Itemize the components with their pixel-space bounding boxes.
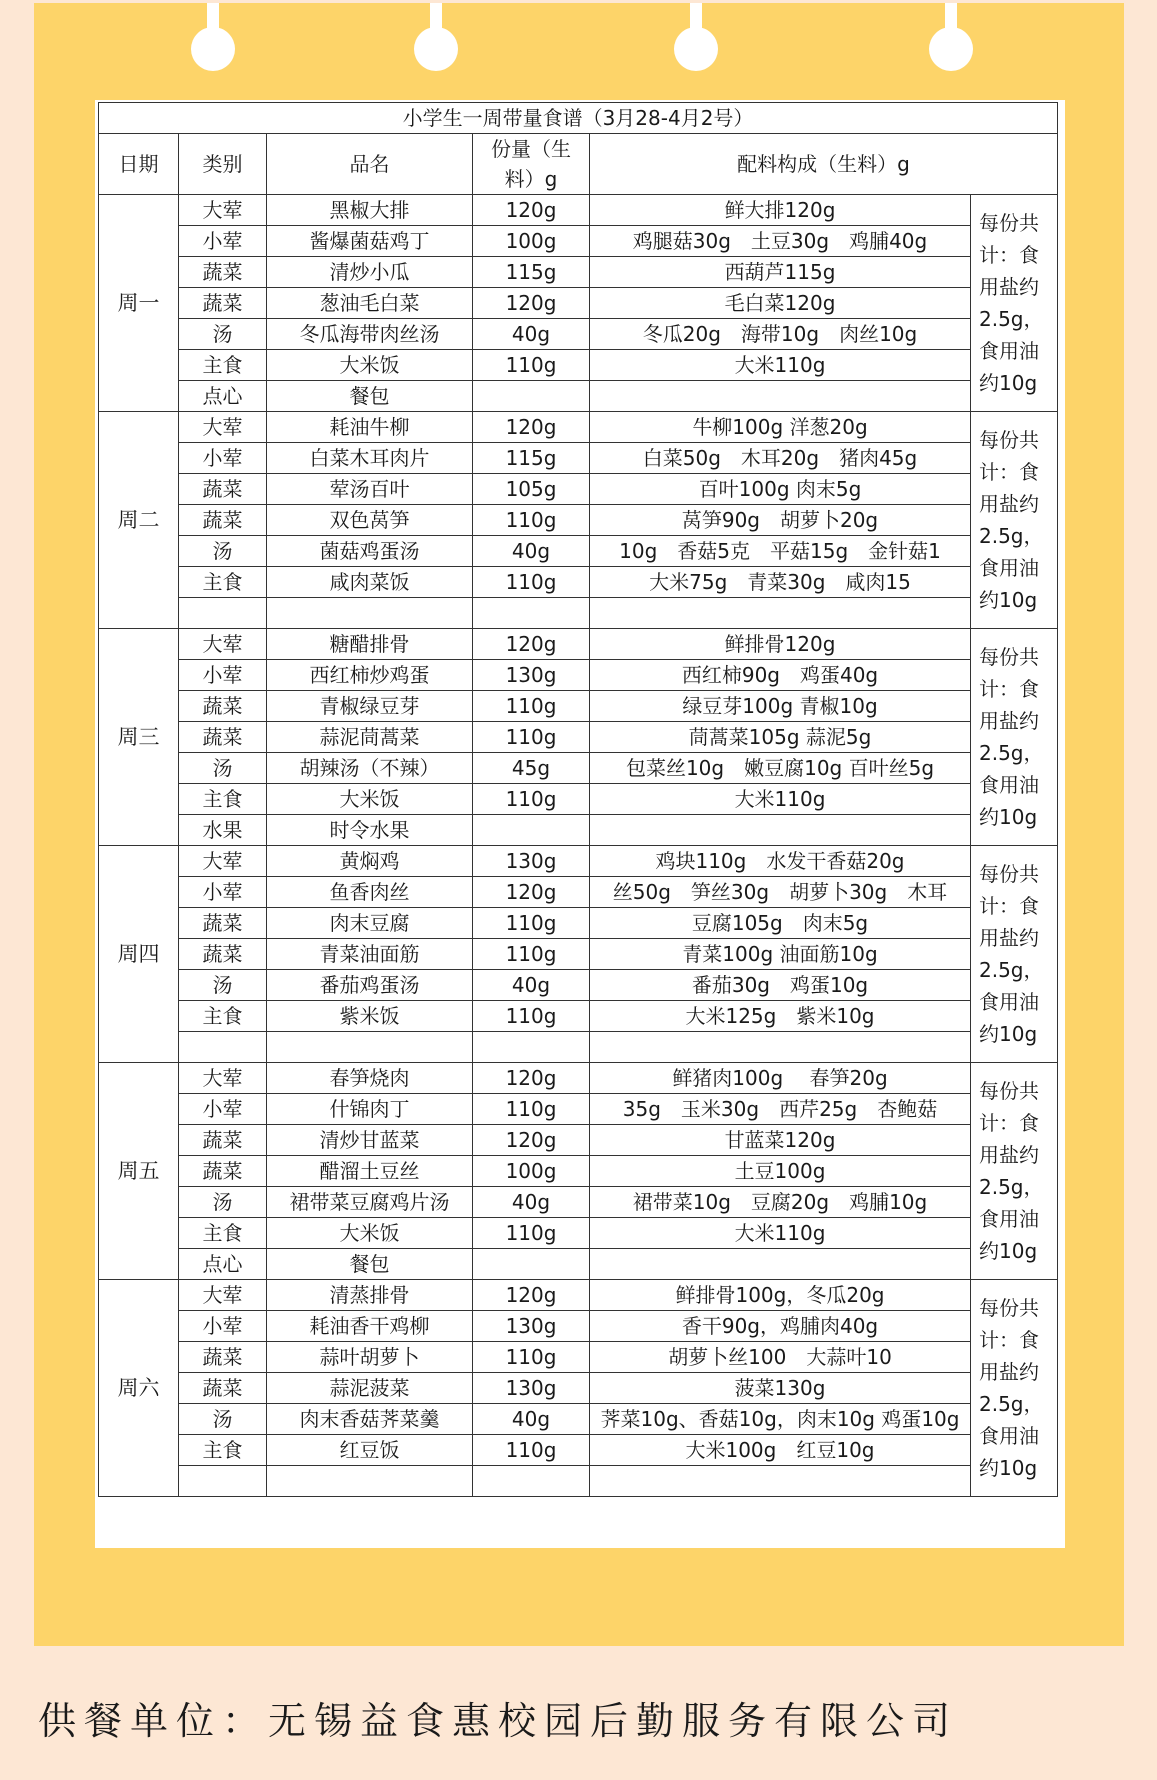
table-row <box>99 1187 1058 1218</box>
ingredients-cell <box>590 815 971 846</box>
ingredients-cell: 裙带菜10g 豆腐20g 鸡脯10g <box>590 1187 971 1218</box>
portion-cell: 110g <box>473 350 590 381</box>
portion-cell: 105g <box>473 474 590 505</box>
dish-cell: 蒜泥茼蒿菜 <box>267 722 473 753</box>
category-cell: 大荤 <box>179 195 267 226</box>
table-row <box>99 629 1058 660</box>
category-cell: 蔬菜 <box>179 939 267 970</box>
day-cell: 周一 <box>99 195 179 412</box>
header-portion: 份量（生料）g <box>473 134 590 195</box>
dish-cell: 双色莴笋 <box>267 505 473 536</box>
ingredients-cell: 番茄30g 鸡蛋10g <box>590 970 971 1001</box>
category-cell: 蔬菜 <box>179 505 267 536</box>
table-row <box>99 1125 1058 1156</box>
category-cell: 汤 <box>179 536 267 567</box>
category-cell: 蔬菜 <box>179 908 267 939</box>
table-row <box>99 1156 1058 1187</box>
day-cell: 周二 <box>99 412 179 629</box>
ingredients-cell: 土豆100g <box>590 1156 971 1187</box>
binder-ring-icon <box>674 3 718 71</box>
dish-cell: 餐包 <box>267 1249 473 1280</box>
dish-cell: 醋溜土豆丝 <box>267 1156 473 1187</box>
category-cell: 蔬菜 <box>179 722 267 753</box>
category-cell: 蔬菜 <box>179 474 267 505</box>
dish-cell: 红豆饭 <box>267 1435 473 1466</box>
dish-cell: 肉末豆腐 <box>267 908 473 939</box>
category-cell: 汤 <box>179 753 267 784</box>
category-cell <box>179 598 267 629</box>
dish-cell: 紫米饭 <box>267 1001 473 1032</box>
dish-cell: 清炒甘蓝菜 <box>267 1125 473 1156</box>
portion-cell: 120g <box>473 412 590 443</box>
portion-cell: 130g <box>473 1373 590 1404</box>
dish-cell: 耗油香干鸡柳 <box>267 1311 473 1342</box>
table-row <box>99 412 1058 443</box>
portion-cell: 120g <box>473 288 590 319</box>
ingredients-cell: 牛柳100g 洋葱20g <box>590 412 971 443</box>
portion-cell: 110g <box>473 1435 590 1466</box>
dish-cell: 冬瓜海带肉丝汤 <box>267 319 473 350</box>
table-row <box>99 815 1058 846</box>
dish-cell <box>267 1032 473 1063</box>
category-cell: 蔬菜 <box>179 257 267 288</box>
portion-cell: 120g <box>473 1125 590 1156</box>
table-row <box>99 1404 1058 1435</box>
portion-cell: 110g <box>473 567 590 598</box>
weekly-menu-table <box>98 102 1058 1497</box>
portion-cell: 40g <box>473 536 590 567</box>
table-row <box>99 536 1058 567</box>
dish-cell: 清炒小瓜 <box>267 257 473 288</box>
nutrition-note: 每份共计：食用盐约2.5g，食用油约10g <box>971 412 1058 629</box>
ingredients-cell <box>590 1249 971 1280</box>
ingredients-cell: 鸡块110g 水发干香菇20g <box>590 846 971 877</box>
category-cell: 小荤 <box>179 1094 267 1125</box>
dish-cell: 大米饭 <box>267 1218 473 1249</box>
category-cell: 小荤 <box>179 660 267 691</box>
table-row <box>99 1373 1058 1404</box>
dish-cell <box>267 598 473 629</box>
portion-cell: 120g <box>473 1280 590 1311</box>
category-cell: 蔬菜 <box>179 288 267 319</box>
menu-title: 小学生一周带量食谱（3月28-4月2号） <box>99 103 1058 134</box>
table-row <box>99 1094 1058 1125</box>
binder-ring-icon <box>929 3 973 71</box>
category-cell: 大荤 <box>179 629 267 660</box>
table-row <box>99 474 1058 505</box>
table-row <box>99 381 1058 412</box>
ingredients-cell <box>590 1466 971 1497</box>
dish-cell: 耗油牛柳 <box>267 412 473 443</box>
day-cell: 周四 <box>99 846 179 1063</box>
dish-cell: 荤汤百叶 <box>267 474 473 505</box>
table-row <box>99 257 1058 288</box>
table-row <box>99 939 1058 970</box>
dish-cell: 什锦肉丁 <box>267 1094 473 1125</box>
nutrition-note: 每份共计：食用盐约2.5g，食用油约10g <box>971 1063 1058 1280</box>
table-row <box>99 226 1058 257</box>
category-cell: 点心 <box>179 1249 267 1280</box>
portion-cell: 40g <box>473 970 590 1001</box>
category-cell: 汤 <box>179 970 267 1001</box>
dish-cell: 青椒绿豆芽 <box>267 691 473 722</box>
ingredients-cell: 百叶100g 肉末5g <box>590 474 971 505</box>
category-cell: 主食 <box>179 1001 267 1032</box>
category-cell: 蔬菜 <box>179 1342 267 1373</box>
menu-sheet <box>95 100 1065 1548</box>
category-cell: 汤 <box>179 319 267 350</box>
table-row <box>99 1342 1058 1373</box>
portion-cell: 120g <box>473 1063 590 1094</box>
header-ingredients: 配料构成（生料）g <box>590 134 1058 195</box>
category-cell <box>179 1032 267 1063</box>
category-cell: 水果 <box>179 815 267 846</box>
category-cell <box>179 1466 267 1497</box>
category-cell: 小荤 <box>179 1311 267 1342</box>
portion-cell: 100g <box>473 1156 590 1187</box>
table-row <box>99 288 1058 319</box>
dish-cell: 大米饭 <box>267 784 473 815</box>
dish-cell: 裙带菜豆腐鸡片汤 <box>267 1187 473 1218</box>
portion-cell <box>473 598 590 629</box>
category-cell: 主食 <box>179 567 267 598</box>
ingredients-cell: 鸡腿菇30g 土豆30g 鸡脯40g <box>590 226 971 257</box>
nutrition-note: 每份共计：食用盐约2.5g，食用油约10g <box>971 195 1058 412</box>
table-row <box>99 722 1058 753</box>
table-row <box>99 846 1058 877</box>
table-row <box>99 1435 1058 1466</box>
portion-cell: 110g <box>473 1342 590 1373</box>
table-row <box>99 598 1058 629</box>
ingredients-cell: 莴笋90g 胡萝卜20g <box>590 505 971 536</box>
binder-ring-icon <box>191 3 235 71</box>
portion-cell: 110g <box>473 505 590 536</box>
portion-cell: 110g <box>473 691 590 722</box>
category-cell: 大荤 <box>179 846 267 877</box>
dish-cell: 时令水果 <box>267 815 473 846</box>
table-row <box>99 1280 1058 1311</box>
ingredients-cell: 35g 玉米30g 西芹25g 杏鲍菇 <box>590 1094 971 1125</box>
portion-cell <box>473 1032 590 1063</box>
header-category: 类别 <box>179 134 267 195</box>
ingredients-cell: 西葫芦115g <box>590 257 971 288</box>
ingredients-cell: 鲜大排120g <box>590 195 971 226</box>
portion-cell: 110g <box>473 784 590 815</box>
portion-cell: 110g <box>473 908 590 939</box>
portion-cell: 110g <box>473 1218 590 1249</box>
table-row <box>99 660 1058 691</box>
ingredients-cell: 绿豆芽100g 青椒10g <box>590 691 971 722</box>
dish-cell: 胡辣汤（不辣） <box>267 753 473 784</box>
title-row <box>99 103 1058 134</box>
category-cell: 汤 <box>179 1404 267 1435</box>
table-row <box>99 567 1058 598</box>
dish-cell: 酱爆菌菇鸡丁 <box>267 226 473 257</box>
ingredients-cell: 10g 香菇5克 平菇15g 金针菇1 <box>590 536 971 567</box>
portion-cell: 130g <box>473 846 590 877</box>
ingredients-cell: 胡萝卜丝100 大蒜叶10 <box>590 1342 971 1373</box>
table-row <box>99 443 1058 474</box>
portion-cell: 115g <box>473 257 590 288</box>
ingredients-cell: 豆腐105g 肉末5g <box>590 908 971 939</box>
ingredients-cell <box>590 598 971 629</box>
category-cell: 主食 <box>179 1218 267 1249</box>
table-row <box>99 970 1058 1001</box>
table-row <box>99 908 1058 939</box>
category-cell: 主食 <box>179 784 267 815</box>
dish-cell: 春笋烧肉 <box>267 1063 473 1094</box>
category-cell: 主食 <box>179 1435 267 1466</box>
nutrition-note: 每份共计：食用盐约2.5g，食用油约10g <box>971 846 1058 1063</box>
ingredients-cell: 大米110g <box>590 1218 971 1249</box>
table-row <box>99 877 1058 908</box>
ingredients-cell: 白菜50g 木耳20g 猪肉45g <box>590 443 971 474</box>
day-cell: 周三 <box>99 629 179 846</box>
nutrition-note: 每份共计：食用盐约2.5g，食用油约10g <box>971 1280 1058 1497</box>
dish-cell: 青菜油面筋 <box>267 939 473 970</box>
table-row <box>99 691 1058 722</box>
dish-cell: 葱油毛白菜 <box>267 288 473 319</box>
dish-cell: 菌菇鸡蛋汤 <box>267 536 473 567</box>
portion-cell: 40g <box>473 1404 590 1435</box>
table-row <box>99 753 1058 784</box>
portion-cell: 40g <box>473 319 590 350</box>
table-row <box>99 784 1058 815</box>
ingredients-cell: 丝50g 笋丝30g 胡萝卜30g 木耳 <box>590 877 971 908</box>
dish-cell: 西红柿炒鸡蛋 <box>267 660 473 691</box>
ingredients-cell: 甘蓝菜120g <box>590 1125 971 1156</box>
portion-cell: 110g <box>473 722 590 753</box>
dish-cell: 餐包 <box>267 381 473 412</box>
category-cell: 小荤 <box>179 877 267 908</box>
category-cell: 大荤 <box>179 1280 267 1311</box>
table-row <box>99 1001 1058 1032</box>
nutrition-note: 每份共计：食用盐约2.5g，食用油约10g <box>971 629 1058 846</box>
dish-cell: 番茄鸡蛋汤 <box>267 970 473 1001</box>
table-row <box>99 1311 1058 1342</box>
ingredients-cell: 西红柿90g 鸡蛋40g <box>590 660 971 691</box>
portion-cell: 130g <box>473 660 590 691</box>
dish-cell: 肉末香菇荠菜羹 <box>267 1404 473 1435</box>
dish-cell: 咸肉菜饭 <box>267 567 473 598</box>
ingredients-cell: 大米125g 紫米10g <box>590 1001 971 1032</box>
table-row <box>99 505 1058 536</box>
ingredients-cell: 香干90g，鸡脯肉40g <box>590 1311 971 1342</box>
dish-cell: 蒜叶胡萝卜 <box>267 1342 473 1373</box>
ingredients-cell <box>590 1032 971 1063</box>
header-date: 日期 <box>99 134 179 195</box>
dish-cell: 黑椒大排 <box>267 195 473 226</box>
ingredients-cell: 茼蒿菜105g 蒜泥5g <box>590 722 971 753</box>
portion-cell: 120g <box>473 877 590 908</box>
ingredients-cell: 菠菜130g <box>590 1373 971 1404</box>
ingredients-cell <box>590 381 971 412</box>
table-row <box>99 1063 1058 1094</box>
category-cell: 点心 <box>179 381 267 412</box>
ingredients-cell: 大米110g <box>590 350 971 381</box>
dish-cell <box>267 1466 473 1497</box>
portion-cell: 40g <box>473 1187 590 1218</box>
ingredients-cell: 大米100g 红豆10g <box>590 1435 971 1466</box>
table-row <box>99 1032 1058 1063</box>
day-cell: 周六 <box>99 1280 179 1497</box>
table-row <box>99 1466 1058 1497</box>
dish-cell: 清蒸排骨 <box>267 1280 473 1311</box>
portion-cell: 120g <box>473 629 590 660</box>
table-row <box>99 195 1058 226</box>
portion-cell: 45g <box>473 753 590 784</box>
table-row <box>99 1218 1058 1249</box>
portion-cell: 130g <box>473 1311 590 1342</box>
ingredients-cell: 鲜排骨120g <box>590 629 971 660</box>
dish-cell: 糖醋排骨 <box>267 629 473 660</box>
ingredients-cell: 包菜丝10g 嫩豆腐10g 百叶丝5g <box>590 753 971 784</box>
supplier-footer: 供餐单位：无锡益食惠校园后勤服务有限公司 <box>38 1699 959 1743</box>
ingredients-cell: 荠菜10g、香菇10g，肉末10g 鸡蛋10g <box>590 1404 971 1435</box>
portion-cell: 100g <box>473 226 590 257</box>
ingredients-cell: 鲜排骨100g，冬瓜20g <box>590 1280 971 1311</box>
portion-cell <box>473 815 590 846</box>
ingredients-cell: 大米75g 青菜30g 咸肉15 <box>590 567 971 598</box>
dish-cell: 大米饭 <box>267 350 473 381</box>
dish-cell: 鱼香肉丝 <box>267 877 473 908</box>
category-cell: 大荤 <box>179 412 267 443</box>
table-row <box>99 319 1058 350</box>
day-cell: 周五 <box>99 1063 179 1280</box>
header-dish: 品名 <box>267 134 473 195</box>
category-cell: 蔬菜 <box>179 1156 267 1187</box>
category-cell: 大荤 <box>179 1063 267 1094</box>
category-cell: 小荤 <box>179 443 267 474</box>
ingredients-cell: 鲜猪肉100g 春笋20g <box>590 1063 971 1094</box>
portion-cell: 115g <box>473 443 590 474</box>
portion-cell: 120g <box>473 195 590 226</box>
ingredients-cell: 毛白菜120g <box>590 288 971 319</box>
ingredients-cell: 大米110g <box>590 784 971 815</box>
portion-cell <box>473 1466 590 1497</box>
binder-ring-icon <box>414 3 458 71</box>
portion-cell <box>473 381 590 412</box>
table-row <box>99 350 1058 381</box>
ingredients-cell: 冬瓜20g 海带10g 肉丝10g <box>590 319 971 350</box>
ingredients-cell: 青菜100g 油面筋10g <box>590 939 971 970</box>
portion-cell: 110g <box>473 1001 590 1032</box>
portion-cell <box>473 1249 590 1280</box>
category-cell: 小荤 <box>179 226 267 257</box>
category-cell: 蔬菜 <box>179 691 267 722</box>
category-cell: 蔬菜 <box>179 1125 267 1156</box>
dish-cell: 白菜木耳肉片 <box>267 443 473 474</box>
portion-cell: 110g <box>473 1094 590 1125</box>
category-cell: 蔬菜 <box>179 1373 267 1404</box>
header-row <box>99 134 1058 195</box>
dish-cell: 蒜泥菠菜 <box>267 1373 473 1404</box>
category-cell: 汤 <box>179 1187 267 1218</box>
category-cell: 主食 <box>179 350 267 381</box>
dish-cell: 黄焖鸡 <box>267 846 473 877</box>
portion-cell: 110g <box>473 939 590 970</box>
table-row <box>99 1249 1058 1280</box>
